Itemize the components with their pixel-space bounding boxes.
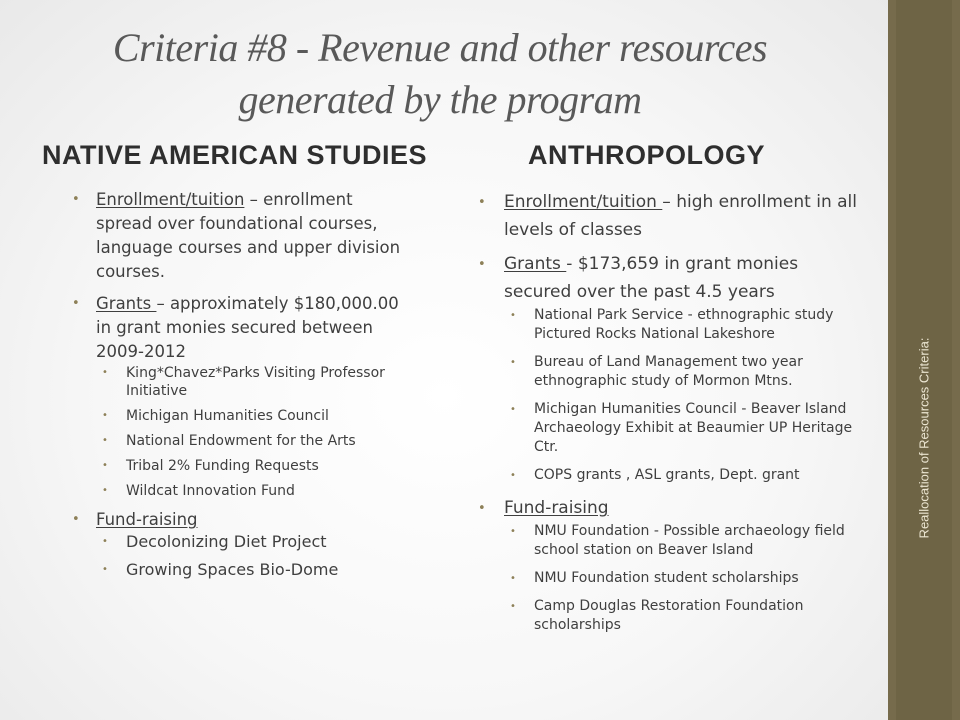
bullet-fundraising xyxy=(478,494,858,635)
fundraising-item xyxy=(96,532,408,552)
sub-bullet-icon: • xyxy=(102,435,108,446)
sub-bullet-icon: • xyxy=(102,485,108,496)
anthropology-column xyxy=(478,188,858,644)
fundraising-item xyxy=(504,569,858,588)
enrollment-text: – high enrollment in all levels of classes xyxy=(504,192,857,240)
fundraising-item xyxy=(96,560,408,580)
bullet-enrollment xyxy=(72,188,408,284)
sub-bullet-icon: • xyxy=(102,536,108,547)
fundraising-item xyxy=(504,597,858,635)
bullet-grants xyxy=(478,250,858,485)
bullet-dot-icon: • xyxy=(72,192,80,207)
grant-item-text: Michigan Humanities Council - Beaver Island Archaeology Exhibit at Beaumier UP Heritage Ctr. xyxy=(534,401,853,455)
enrollment-text: – enrollment spread over foundational courses, language courses and upper division courses. xyxy=(96,190,401,281)
grant-item-text: COPS grants , ASL grants, Dept. grant xyxy=(534,467,800,483)
grant-item-text: Bureau of Land Management two year ethnographic study of Mormon Mtns. xyxy=(534,354,803,389)
grant-item-text: Tribal 2% Funding Requests xyxy=(126,458,319,474)
grant-item xyxy=(96,364,408,400)
sub-bullet-icon: • xyxy=(510,601,516,612)
grants-text: - $173,659 in grant monies secured over the past 4.5 years xyxy=(504,254,799,302)
bullet-dot-icon: • xyxy=(72,512,80,527)
sub-bullet-icon: • xyxy=(102,367,108,378)
grant-item xyxy=(504,353,858,391)
sub-bullet-icon: • xyxy=(102,564,108,575)
grant-item-text: King*Chavez*Parks Visiting Professor Initiative xyxy=(126,365,385,399)
fundraising-item-text: Decolonizing Diet Project xyxy=(126,532,327,551)
grants-label: Grants xyxy=(504,254,567,274)
sub-bullet-icon: • xyxy=(510,404,516,415)
sub-bullet-icon: • xyxy=(510,470,516,481)
bullet-grants xyxy=(72,292,408,500)
sub-bullet-icon: • xyxy=(510,357,516,368)
sub-bullet-icon: • xyxy=(102,410,108,421)
enrollment-label: Enrollment/tuition xyxy=(504,192,663,212)
grant-item-text: Wildcat Innovation Fund xyxy=(126,483,295,499)
fundraising-item-text: Camp Douglas Restoration Foundation scholarships xyxy=(534,598,804,633)
bullet-dot-icon: • xyxy=(72,296,80,311)
sub-bullet-icon: • xyxy=(510,526,516,537)
grants-label: Grants xyxy=(96,294,157,313)
bullet-dot-icon: • xyxy=(478,195,486,210)
fundraising-item-text: NMU Foundation - Possible archaeology field school station on Beaver Island xyxy=(534,523,845,558)
fundraising-item-text: NMU Foundation student scholarships xyxy=(534,570,799,586)
fundraising-label: Fund-raising xyxy=(504,498,609,518)
bullet-enrollment xyxy=(478,188,858,244)
grant-item-text: National Park Service - ethnographic study Pictured Rocks National Lakeshore xyxy=(534,307,834,342)
grant-item xyxy=(504,400,858,457)
grant-item xyxy=(504,306,858,344)
native-american-studies-column xyxy=(72,188,408,588)
slide-title: Criteria #8 - Revenue and other resources generated by the program xyxy=(112,25,768,122)
bullet-dot-icon: • xyxy=(478,257,486,272)
grant-item xyxy=(504,466,858,485)
grants-text: – approximately $180,000.00 in grant monies secured between 2009-2012 xyxy=(96,294,399,361)
sub-bullet-icon: • xyxy=(510,310,516,321)
heading-anthropology: ANTHROPOLOGY xyxy=(528,140,766,170)
bullet-fundraising xyxy=(72,508,408,580)
heading-native-american-studies: NATIVE AMERICAN STUDIES xyxy=(42,140,428,170)
sub-bullet-icon: • xyxy=(510,573,516,584)
grant-item xyxy=(96,482,408,500)
fundraising-item xyxy=(504,522,858,560)
sidebar-label: Reallocation of Resources Criteria: xyxy=(916,337,932,539)
grant-item xyxy=(96,457,408,475)
enrollment-label: Enrollment/tuition xyxy=(96,190,245,209)
grant-item xyxy=(96,432,408,450)
grant-item-text: Michigan Humanities Council xyxy=(126,408,329,424)
sub-bullet-icon: • xyxy=(102,460,108,471)
grant-item xyxy=(96,407,408,425)
fundraising-label: Fund-raising xyxy=(96,510,198,529)
bullet-dot-icon: • xyxy=(478,501,486,516)
fundraising-item-text: Growing Spaces Bio-Dome xyxy=(126,560,339,579)
grant-item-text: National Endowment for the Arts xyxy=(126,433,356,449)
